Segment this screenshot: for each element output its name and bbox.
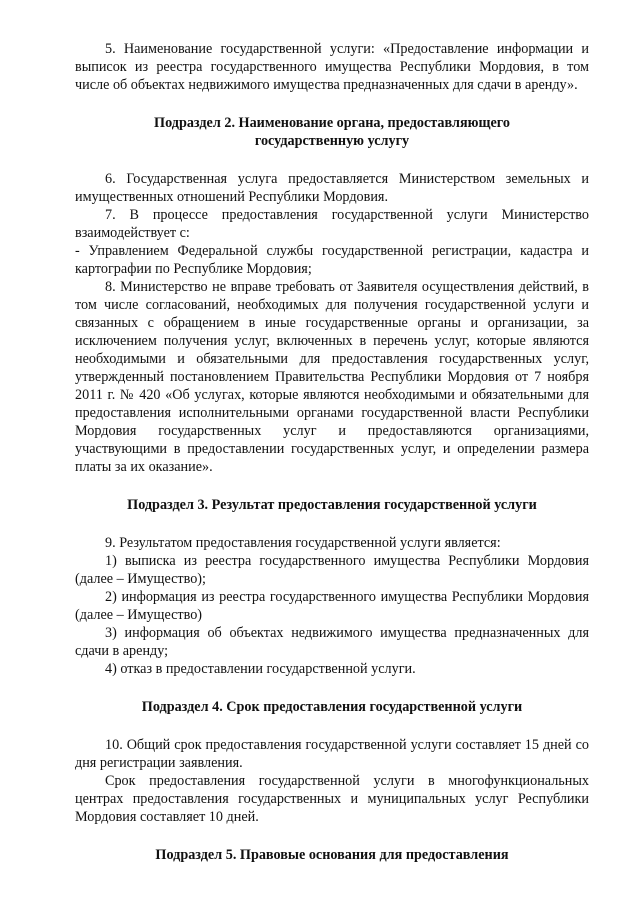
paragraph-5: 5. Наименование государственной услуги: «Предоставление информации и выписок из реестра государственного имущества Республики Мордовия, в том числе об объектах недвижимого имущества предназначенных для сдачи в аренду». bbox=[75, 41, 589, 93]
section-heading-3: Подраздел 3. Результат предоставления государственной услуги bbox=[127, 497, 537, 513]
paragraph-10-continued: Срок предоставления государственной услуги в многофункциональных центрах предоставления государственных и муниципальных услуг Республики Мордовия составляет 10 дней. bbox=[75, 773, 589, 825]
paragraph-7: 7. В процессе предоставления государственной услуги Министерство взаимодействует с: bbox=[75, 207, 589, 241]
paragraph-9-item-4: 4) отказ в предоставлении государственной услуги. bbox=[105, 661, 416, 677]
section-heading-5: Подраздел 5. Правовые основания для предоставления bbox=[155, 847, 509, 863]
paragraph-9-item-2: 2) информация из реестра государственного имущества Республики Мордовия (далее – Имущество) bbox=[75, 589, 589, 623]
paragraph-9-item-1: 1) выписка из реестра государственного имущества Республики Мордовия (далее – Имущество); bbox=[75, 553, 589, 587]
paragraph-6: 6. Государственная услуга предоставляется Министерством земельных и имущественных отношений Республики Мордовия. bbox=[75, 171, 589, 205]
paragraph-9-item-3: 3) информация об объектах недвижимого имущества предназначенных для сдачи в аренду; bbox=[75, 625, 589, 659]
section-heading-2: Подраздел 2. Наименование органа, предоставляющего государственную услугу bbox=[154, 115, 510, 149]
section-heading-4: Подраздел 4. Срок предоставления государственной услуги bbox=[141, 699, 523, 715]
paragraph-8: 8. Министерство не вправе требовать от Заявителя осуществления действий, в том числе согласований, необходимых для получения государственной услуги и связанных с обращением в иные государственные органы и организации, за исключением получения услуг, включенных в перечень услуг, которые являются необходимыми и обязательными для предоставления государственных услуг, утвержденный постановлением Правительства Республики Мордовия от 7 ноября 2011 г. № 420 «Об услугах, которые являются необходимыми и обязательными для предоставления исполнительными органами государственной власти Республики Мордовия государственных услуг и предоставляются организациями, участвующими в предоставлении государственных услуг, и определении размера платы за их оказание». bbox=[75, 279, 589, 475]
paragraph-10: 10. Общий срок предоставления государственной услуги составляет 15 дней со дня регистрации заявления. bbox=[75, 737, 589, 771]
paragraph-7-item: - Управлением Федеральной службы государственной регистрации, кадастра и картографии по Республике Мордовия; bbox=[75, 243, 589, 277]
document-page bbox=[75, 40, 589, 864]
paragraph-9: 9. Результатом предоставления государственной услуги является: bbox=[105, 535, 501, 551]
